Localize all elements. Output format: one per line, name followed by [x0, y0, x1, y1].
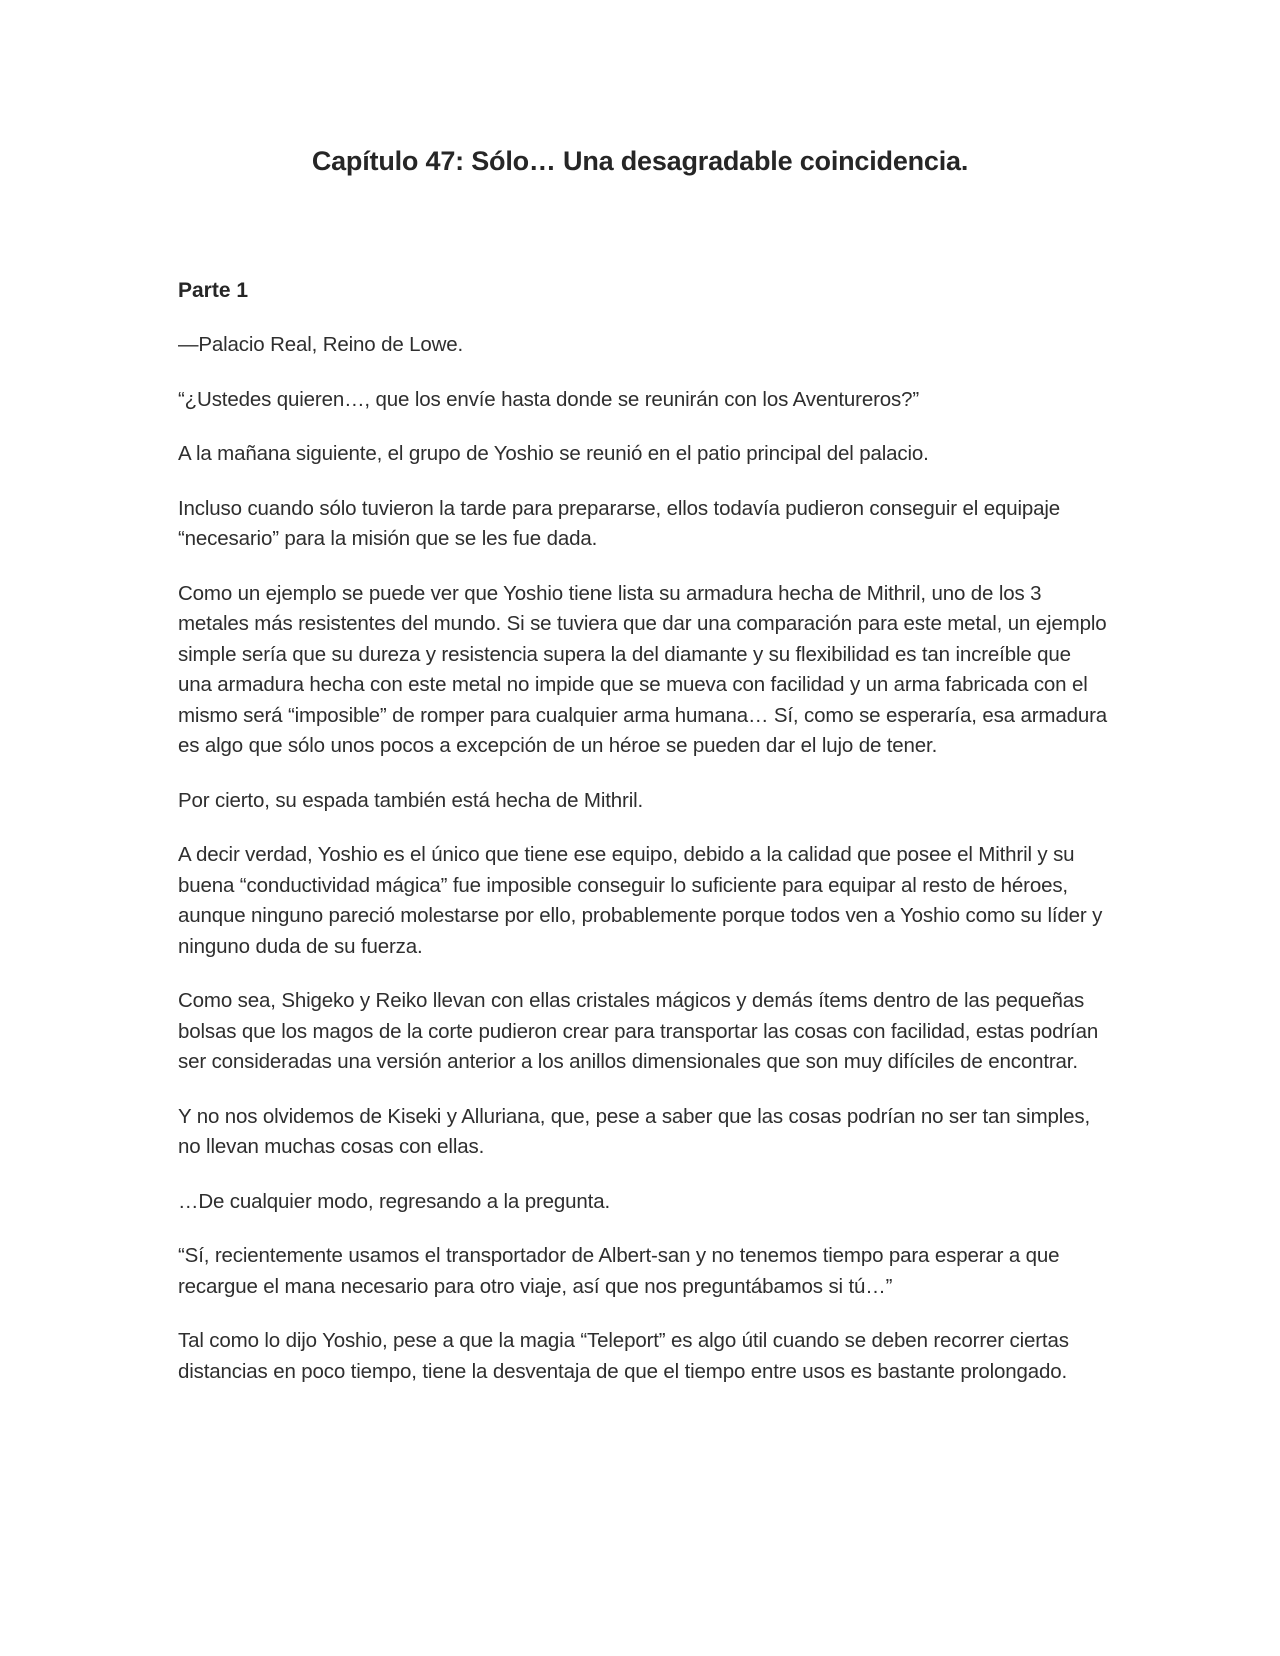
paragraph-10: …De cualquier modo, regresando a la pregunta. [178, 1189, 610, 1213]
paragraph-12: Tal como lo dijo Yoshio, pese a que la magia “Teleport” es algo útil cuando se deben recorrer ciertas distancias en poco tiempo, tiene la desventaja de que el tiempo entre usos es bastante prolongado. [178, 1329, 1069, 1383]
paragraph-1: —Palacio Real, Reino de Lowe. [178, 333, 464, 356]
paragraph-4: Incluso cuando sólo tuvieron la tarde para prepararse, ellos todavía pudieron conseguir el equipaje “necesario” para la misión que se les fue dada. [178, 496, 1061, 550]
chapter-title: Capítulo 47: Sólo… Una desagradable coincidencia. [311, 146, 969, 176]
paragraph-5: Como un ejemplo se puede ver que Yoshio tiene lista su armadura hecha de Mithril, uno de los 3 metales más resistentes del mundo. Si se tuviera que dar una comparación para este metal, un ejemplo simple sería que su dureza y resistencia supera la del diamante y su flexibilidad es tan increíble que una armadura hecha con este metal no impide que se mueva con facilidad y un arma fabricada con el mismo será “imposible” de romper para cualquier arma humana… Sí, como se esperaría, esa armadura es algo que sólo unos pocos a excepción de un héroe se pueden dar el lujo de tener. [178, 581, 1108, 757]
section-heading: Parte 1 [178, 279, 249, 302]
paragraph-8: Como sea, Shigeko y Reiko llevan con ellas cristales mágicos y demás ítems dentro de las pequeñas bolsas que los magos de la corte pudieron crear para transportar las cosas con facilidad, estas podrían ser consideradas una versión anterior a los anillos dimensionales que son muy difíciles de encontrar. [178, 989, 1099, 1073]
paragraph-7: A decir verdad, Yoshio es el único que tiene ese equipo, debido a la calidad que posee el Mithril y su buena “conductividad mágica” fue imposible conseguir lo suficiente para equipar al resto de héroes, aunque ninguno pareció molestarse por ello, probablemente porque todos ven a Yoshio como su líder y ninguno duda de su fuerza. [178, 843, 1103, 958]
document-body [178, 276, 1108, 1411]
paragraph-3: A la mañana siguiente, el grupo de Yoshio se reunió en el patio principal del palacio. [178, 442, 929, 465]
paragraph-11: “Sí, recientemente usamos el transportador de Albert-san y no tenemos tiempo para esperar a que recargue el mana necesario para otro viaje, así que nos preguntábamos si tú…” [178, 1244, 1060, 1298]
paragraph-6: Por cierto, su espada también está hecha de Mithril. [178, 788, 644, 812]
paragraph-9: Y no nos olvidemos de Kiseki y Alluriana, que, pese a saber que las cosas podrían no ser tan simples, no llevan muchas cosas con ellas. [178, 1104, 1091, 1158]
paragraph-2: “¿Ustedes quieren…, que los envíe hasta donde se reunirán con los Aventureros?” [178, 387, 920, 411]
